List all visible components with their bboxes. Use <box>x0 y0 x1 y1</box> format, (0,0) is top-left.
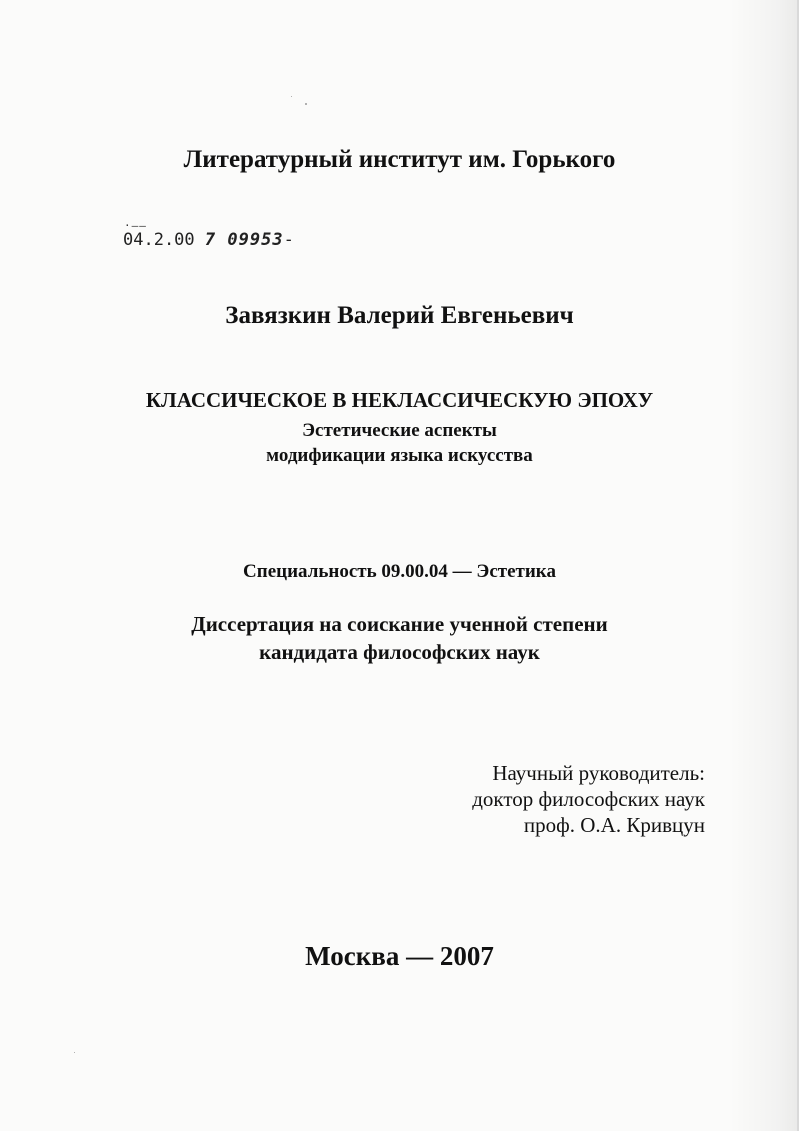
supervisor-degree: доктор философских наук <box>472 787 705 811</box>
supervisor-label: Научный руководитель: <box>492 761 705 785</box>
specialty: Специальность 09.00.04 — Эстетика <box>243 561 556 582</box>
scan-speck <box>74 1052 75 1053</box>
supervisor-name: проф. О.А. Кривцун <box>523 813 705 837</box>
dissertation-subtitle-line2: модификации языка искусства <box>266 445 533 466</box>
scan-speck <box>291 96 292 97</box>
dissertation-title: КЛАССИЧЕСКОЕ В НЕКЛАССИЧЕСКУЮ ЭПОХУ <box>145 388 654 412</box>
dissertation-subtitle-line1: Эстетические аспекты <box>302 420 497 441</box>
author-name: Завязкин Валерий Евгеньевич <box>225 302 574 329</box>
degree-line1: Диссертация на соискание ученной степени <box>191 612 608 636</box>
institute-name: Литературный институт им. Горького <box>183 146 616 173</box>
scan-speck <box>305 103 307 105</box>
city-year: Москва — 2007 <box>305 941 494 971</box>
stamp-mark: - <box>283 230 294 250</box>
stamp-dots: ·–– <box>124 219 147 232</box>
degree-line2: кандидата философских наук <box>259 640 540 664</box>
library-stamp <box>123 230 294 250</box>
stamp-number: 7 09953 <box>204 230 284 250</box>
stamp-code: 04.2.00 <box>123 230 195 250</box>
